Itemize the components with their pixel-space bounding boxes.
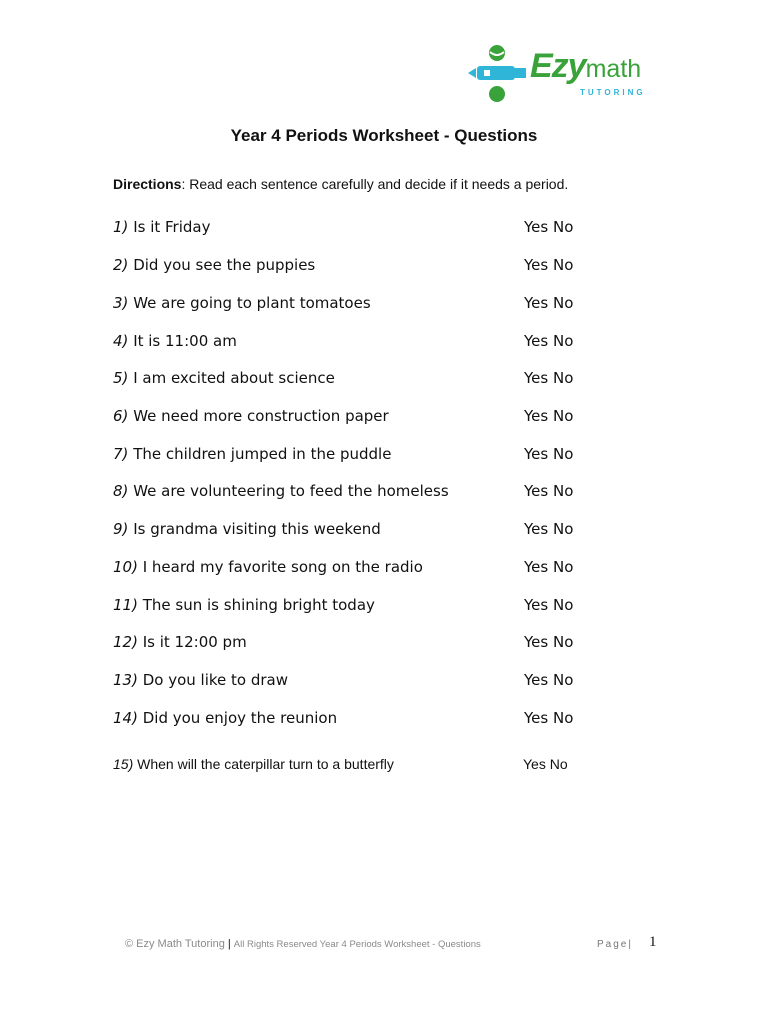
logo-wordmark: Ezymath: [530, 47, 642, 85]
question-item: [113, 330, 633, 352]
question-number: 2): [113, 256, 129, 274]
question-item: [113, 631, 633, 653]
question-number: 5): [113, 369, 129, 387]
question-item: [113, 405, 633, 427]
question-text: Do you like to draw: [142, 671, 289, 689]
yes-no-options: Yes No: [524, 709, 574, 727]
question-item: [113, 367, 633, 389]
question-number: 13): [113, 671, 138, 689]
question-number: 3): [113, 294, 129, 312]
question-text: We need more construction paper: [133, 407, 389, 425]
yes-no-options: Yes No: [524, 445, 574, 463]
ezymath-logo-icon: [464, 44, 528, 104]
worksheet-title: Year 4 Periods Worksheet - Questions: [230, 126, 538, 145]
yes-no-options: Yes No: [524, 332, 574, 350]
question-text: We are volunteering to feed the homeless: [133, 482, 449, 500]
question-item: [113, 480, 633, 502]
yes-no-options: Yes No: [524, 218, 574, 236]
question-number: 8): [113, 482, 129, 500]
yes-no-options: Yes No: [523, 756, 568, 772]
directions-text: : Read each sentence carefully and decide if it needs a period.: [181, 176, 569, 192]
yes-no-options: Yes No: [524, 294, 574, 312]
question-item: [113, 254, 633, 276]
question-text: Did you see the puppies: [133, 256, 316, 274]
page-footer: [125, 934, 665, 950]
question-text: Is grandma visiting this weekend: [133, 520, 381, 538]
question-item: [113, 518, 633, 540]
yes-no-options: Yes No: [524, 369, 574, 387]
question-text: The children jumped in the puddle: [133, 445, 392, 463]
footer-rights: All Rights Reserved Year 4 Periods Worksheet - Questions: [233, 939, 481, 950]
question-number: 9): [113, 520, 129, 538]
question-text: Is it Friday: [133, 218, 211, 236]
yes-no-options: Yes No: [524, 671, 574, 689]
question-item: [113, 292, 633, 314]
question-text: I heard my favorite song on the radio: [142, 558, 423, 576]
question-text: I am excited about science: [133, 369, 335, 387]
question-text: Is it 12:00 pm: [142, 633, 247, 651]
question-number: 11): [113, 596, 138, 614]
directions-label: Directions: [113, 176, 182, 192]
ezymath-logo: [464, 44, 664, 104]
question-number: 6): [113, 407, 129, 425]
question-text: It is 11:00 am: [133, 332, 237, 350]
question-number: 15): [113, 756, 134, 772]
question-number: 1): [113, 218, 129, 236]
question-text: When will the caterpillar turn to a butterfly: [137, 756, 394, 772]
question-text: We are going to plant tomatoes: [133, 294, 371, 312]
footer-separator: |: [227, 938, 231, 950]
yes-no-options: Yes No: [524, 520, 574, 538]
question-item: [113, 443, 633, 465]
directions: [113, 176, 568, 192]
footer-copyright: © Ezy Math Tutoring: [125, 938, 225, 950]
logo-tagline: TUTORING: [580, 88, 646, 97]
yes-no-options: Yes No: [524, 482, 574, 500]
question-number: 10): [113, 558, 138, 576]
question-number: 4): [113, 332, 129, 350]
question-item: [113, 707, 633, 729]
yes-no-options: Yes No: [524, 407, 574, 425]
question-item: [113, 753, 633, 775]
question-item: [113, 594, 633, 616]
yes-no-options: Yes No: [524, 256, 574, 274]
footer-page-label: Page|: [597, 939, 633, 950]
question-number: 14): [113, 709, 138, 727]
question-number: 12): [113, 633, 138, 651]
yes-no-options: Yes No: [524, 558, 574, 576]
question-item: [113, 216, 633, 238]
question-number: 7): [113, 445, 129, 463]
question-item: [113, 669, 633, 691]
footer-page-number: 1: [649, 934, 657, 950]
yes-no-options: Yes No: [524, 596, 574, 614]
question-text: The sun is shining bright today: [142, 596, 375, 614]
yes-no-options: Yes No: [524, 633, 574, 651]
question-text: Did you enjoy the reunion: [142, 709, 338, 727]
question-item: [113, 556, 633, 578]
